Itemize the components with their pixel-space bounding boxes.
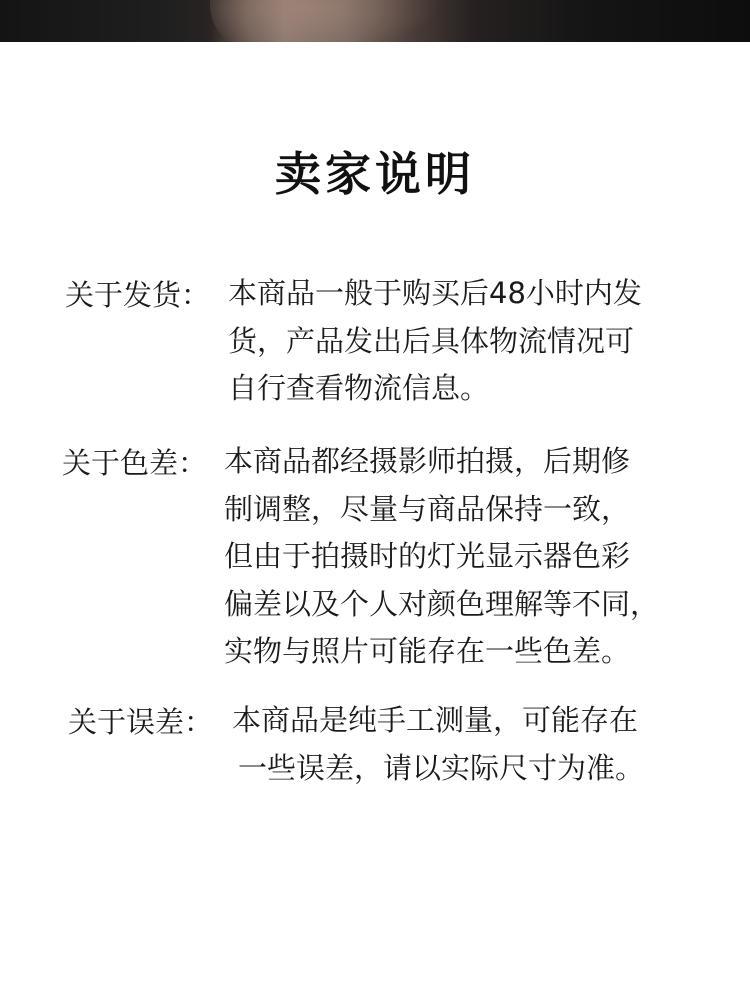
page-title: 卖家说明 <box>275 147 475 201</box>
measurement-error-line-2: 一些误差，请以实际尺寸为准。 <box>238 750 645 785</box>
color-difference-text <box>224 438 659 676</box>
photo-subject <box>210 0 440 42</box>
shipping-line-1: 本商品一般于购买后48小时内发 <box>228 276 642 310</box>
header-photo-strip <box>0 0 750 42</box>
measurement-error-label: 关于误差： <box>68 705 214 739</box>
color-difference-line-2: 制调整，尽量与商品保持一致， <box>224 491 631 526</box>
measurement-error-line-1: 本商品是纯手工测量，可能存在 <box>232 703 639 737</box>
color-difference-label: 关于色差： <box>62 446 208 480</box>
shipping-line-2: 货，产品发出后具体物流情况可 <box>228 323 635 358</box>
shipping-text <box>228 270 642 413</box>
color-difference-line-3: 但由于拍摄时的灯光显示器色彩 <box>224 539 631 573</box>
color-difference-line-5: 实物与照片可能存在一些色差。 <box>224 634 631 668</box>
color-difference-line-1: 本商品都经摄影师拍摄，后期修 <box>224 444 631 478</box>
shipping-line-3: 自行查看物流信息。 <box>228 371 490 405</box>
measurement-error-text <box>232 697 644 792</box>
color-difference-line-4: 偏差以及个人对颜色理解等不同， <box>224 586 660 621</box>
shipping-label: 关于发货： <box>65 278 211 312</box>
